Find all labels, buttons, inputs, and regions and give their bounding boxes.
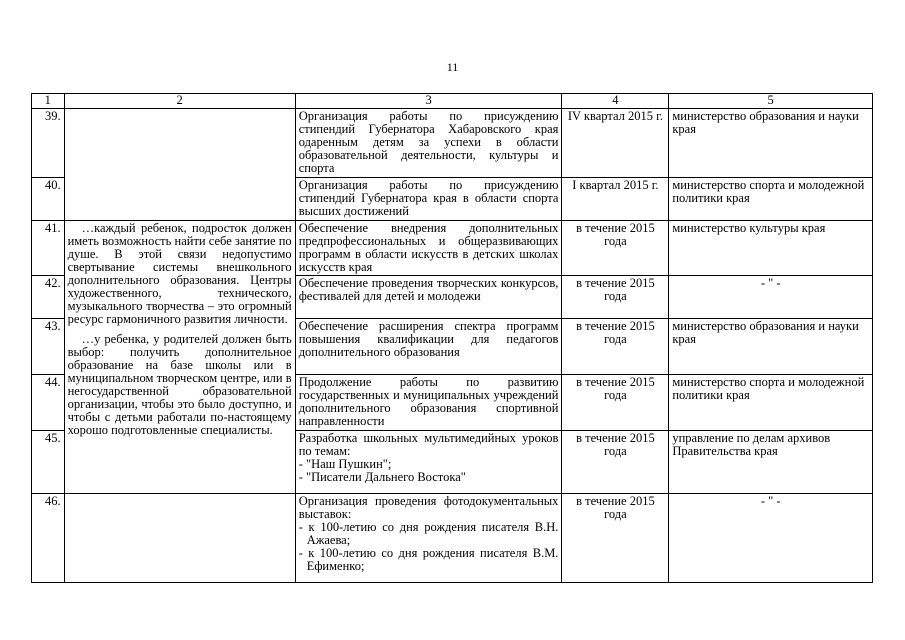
responsible-cell: - " -	[669, 494, 873, 583]
header-cell: 5	[669, 94, 873, 109]
term-cell: в течение 2015 года	[562, 276, 669, 319]
purpose-cell-empty	[64, 494, 295, 583]
measure-description: Организация работы по присуждению стипендий Губернатора Хабаровского края одаренным детям за успехи в области образовательной деятельности, культуры и спорта	[295, 109, 562, 178]
measure-description	[295, 494, 562, 583]
measure-description	[295, 431, 562, 494]
row-number: 42.	[32, 276, 65, 319]
responsible-cell: министерство культуры края	[669, 221, 873, 276]
measure-item: - "Наш Пушкин";	[298, 457, 392, 471]
responsible-cell: министерство спорта и молодежной политики края	[669, 178, 873, 221]
term-cell: IV квартал 2015 г.	[562, 109, 669, 178]
term-cell: в течение 2015 года	[562, 375, 669, 431]
row-number: 43.	[32, 319, 65, 375]
responsible-cell: министерство спорта и молодежной политики края	[669, 375, 873, 431]
measure-item: - к 100-летию со дня рождения писателя В.М. Ефименко;	[298, 546, 559, 573]
table-row	[32, 221, 873, 276]
row-number: 40.	[32, 178, 65, 221]
measure-item: - к 100-летию со дня рождения писателя В.Н. Ажаева;	[298, 520, 559, 547]
header-cell: 3	[295, 94, 562, 109]
page-number: 11	[446, 60, 459, 74]
measure-description: Обеспечение расширения спектра программ повышения квалификации для педагогов дополнительного образования	[295, 319, 562, 375]
row-number: 44.	[32, 375, 65, 431]
responsible-cell: министерство образования и науки края	[669, 319, 873, 375]
plan-table	[31, 93, 873, 583]
measure-description: Обеспечение проведения творческих конкурсов, фестивалей для детей и молодежи	[295, 276, 562, 319]
measure-item: - "Писатели Дальнего Востока"	[298, 470, 466, 484]
responsible-cell: управление по делам архивов Правительства края	[669, 431, 873, 494]
term-cell: в течение 2015 года	[562, 221, 669, 276]
measure-heading: Разработка школьных мультимедийных уроков по темам:	[298, 431, 559, 458]
header-cell: 1	[32, 94, 65, 109]
measure-heading: Организация проведения фотодокументальных выставок:	[298, 494, 559, 521]
table-row	[32, 494, 873, 583]
purpose-cell-quote	[64, 221, 295, 494]
purpose-cell-empty	[64, 109, 295, 221]
row-number: 41.	[32, 221, 65, 276]
term-cell: в течение 2015 года	[562, 494, 669, 583]
measure-description: Продолжение работы по развитию государственных и муниципальных учреждений дополнительного образования спортивной направленности	[295, 375, 562, 431]
table-row	[32, 109, 873, 178]
term-cell: в течение 2015 года	[562, 431, 669, 494]
quote-paragraph: …каждый ребенок, подросток должен иметь возможность найти себе занятие по душе. В этой связи недопустимо свертывание системы внешкольного дополнительного образования. Центры художественного, технического, музыкального творчества – это огромный ресурс гармоничного развития личности.	[67, 221, 292, 326]
term-cell: в течение 2015 года	[562, 319, 669, 375]
measure-description: Обеспечение внедрения дополнительных предпрофессиональных и общеразвивающих программ в области искусств в детских школах искусств края	[295, 221, 562, 276]
term-cell: I квартал 2015 г.	[562, 178, 669, 221]
header-row	[32, 94, 873, 109]
row-number: 46.	[32, 494, 65, 583]
responsible-cell: - " -	[669, 276, 873, 319]
header-cell: 2	[64, 94, 295, 109]
responsible-cell: министерство образования и науки края	[669, 109, 873, 178]
quote-paragraph: …у ребенка, у родителей должен быть выбор: получить дополнительное образование на базе школы или в муниципальном творческом центре, или в негосударственной образовательной организации, чтобы это было доступно, и чтобы с детьми работали по-настоящему хорошо подготовленные специалисты.	[67, 332, 292, 437]
row-number: 45.	[32, 431, 65, 494]
measure-description: Организация работы по присуждению стипендий Губернатора края в области спорта высших достижений	[295, 178, 562, 221]
row-number: 39.	[32, 109, 65, 178]
header-cell: 4	[562, 94, 669, 109]
